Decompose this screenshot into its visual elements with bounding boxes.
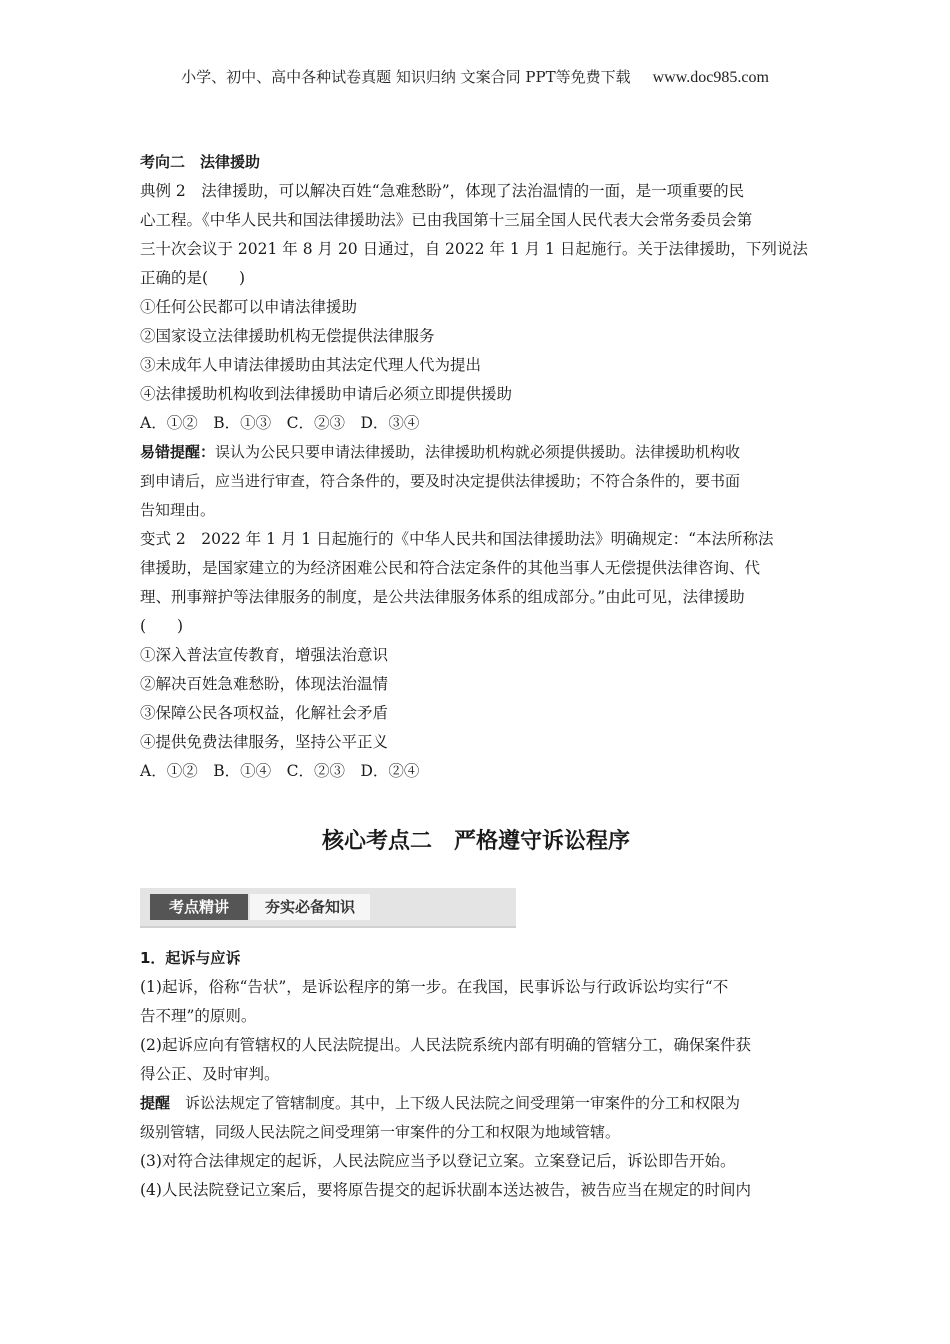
variant-choices: A．①② B．①④ C．②③ D．②④ — [140, 762, 420, 780]
paragraph-line: (4)人民法院登记立案后，要将原告提交的起诉状副本送达被告，被告应当在规定的时间内 — [140, 1181, 751, 1199]
example-choices: A．①② B．①③ C．②③ D．③④ — [140, 414, 420, 432]
header-site-link[interactable]: www.doc985.com — [652, 69, 769, 86]
reminder-label: 提醒 — [140, 1094, 186, 1112]
variant-line: ( ) — [140, 617, 184, 635]
section-title: 核心考点二 严格遵守诉讼程序 — [321, 829, 630, 854]
tip-label: 易错提醒： — [140, 443, 216, 461]
page-content — [140, 148, 812, 1205]
tip-line: 告知理由。 — [140, 501, 216, 519]
subheading: 1．起诉与应诉 — [140, 949, 241, 967]
paragraph-line: 告不理”的原则。 — [140, 1007, 257, 1025]
example-line: 典例 2 法律援助，可以解决百姓“急难愁盼”，体现了法治温情的一面，是一项重要的民 — [140, 182, 745, 200]
error-tip — [140, 438, 812, 525]
page-header — [0, 66, 950, 87]
variant-line: 理、刑事辩护等法律服务的制度，是公共法律服务体系的组成部分。”由此可见，法律援助 — [140, 588, 745, 606]
example-line: 三十次会议于 2021 年 8 月 20 日通过，自 2022 年 1 月 1 日起施行。关于法律援助，下列说法 — [140, 240, 808, 258]
tip-line: 误认为公民只要申请法律援助，法律援助机构就必须提供援助。法律援助机构收 — [215, 443, 741, 461]
example-option: ②国家设立法律援助机构无偿提供法律服务 — [140, 327, 435, 345]
example-option: ④法律援助机构收到法律援助申请后必须立即提供援助 — [140, 385, 513, 403]
tip-line: 到申请后，应当进行审查，符合条件的，要及时决定提供法律援助；不符合条件的，要书面 — [140, 472, 741, 490]
variant-line: 律援助，是国家建立的为经济困难公民和符合法定条件的其他当事人无偿提供法律咨询、代 — [140, 559, 761, 577]
variant-option: ②解决百姓急难愁盼，体现法治温情 — [140, 675, 389, 693]
variant-option: ①深入普法宣传教育，增强法治意识 — [140, 646, 389, 664]
example-line: 心工程。《中华人民共和国法律援助法》已由我国第十三届全国人民代表大会常务委员会第 — [140, 211, 753, 229]
section-banner — [140, 888, 516, 928]
paragraph-line: (3)对符合法律规定的起诉，人民法院应当予以登记立案。立案登记后，诉讼即告开始。 — [140, 1152, 736, 1170]
reminder-line: 级别管辖，同级人民法院之间受理第一审案件的分工和权限为地域管辖。 — [140, 1123, 621, 1141]
paragraph-line: (1)起诉，俗称“告状”，是诉讼程序的第一步。在我国，民事诉讼与行政诉讼均实行“不 — [140, 978, 729, 996]
paragraph-line: 得公正、及时审判。 — [140, 1065, 280, 1083]
banner-subtitle: 夯实必备知识 — [250, 894, 370, 920]
example-question — [140, 177, 812, 438]
variant-option: ④提供免费法律服务，坚持公平正义 — [140, 733, 389, 751]
variant-line: 变式 2 2022 年 1 月 1 日起施行的《中华人民共和国法律援助法》明确规定：“本法所称法 — [140, 530, 774, 548]
example-option: ①任何公民都可以申请法律援助 — [140, 298, 358, 316]
paragraph-line: (2)起诉应向有管辖权的人民法院提出。人民法院系统内部有明确的管辖分工，确保案件获 — [140, 1036, 751, 1054]
example-line: 正确的是( ) — [140, 269, 246, 287]
banner-tag: 考点精讲 — [150, 894, 248, 920]
reminder-line: 诉讼法规定了管辖制度。其中，上下级人民法院之间受理第一审案件的分工和权限为 — [185, 1094, 741, 1112]
variant-question — [140, 525, 812, 786]
header-text: 小学、初中、高中各种试卷真题 知识归纳 文案合同 PPT等免费下载 — [181, 68, 631, 86]
example-option: ③未成年人申请法律援助由其法定代理人代为提出 — [140, 356, 482, 374]
variant-option: ③保障公民各项权益，化解社会矛盾 — [140, 704, 389, 722]
section-heading: 考向二 法律援助 — [140, 153, 261, 171]
